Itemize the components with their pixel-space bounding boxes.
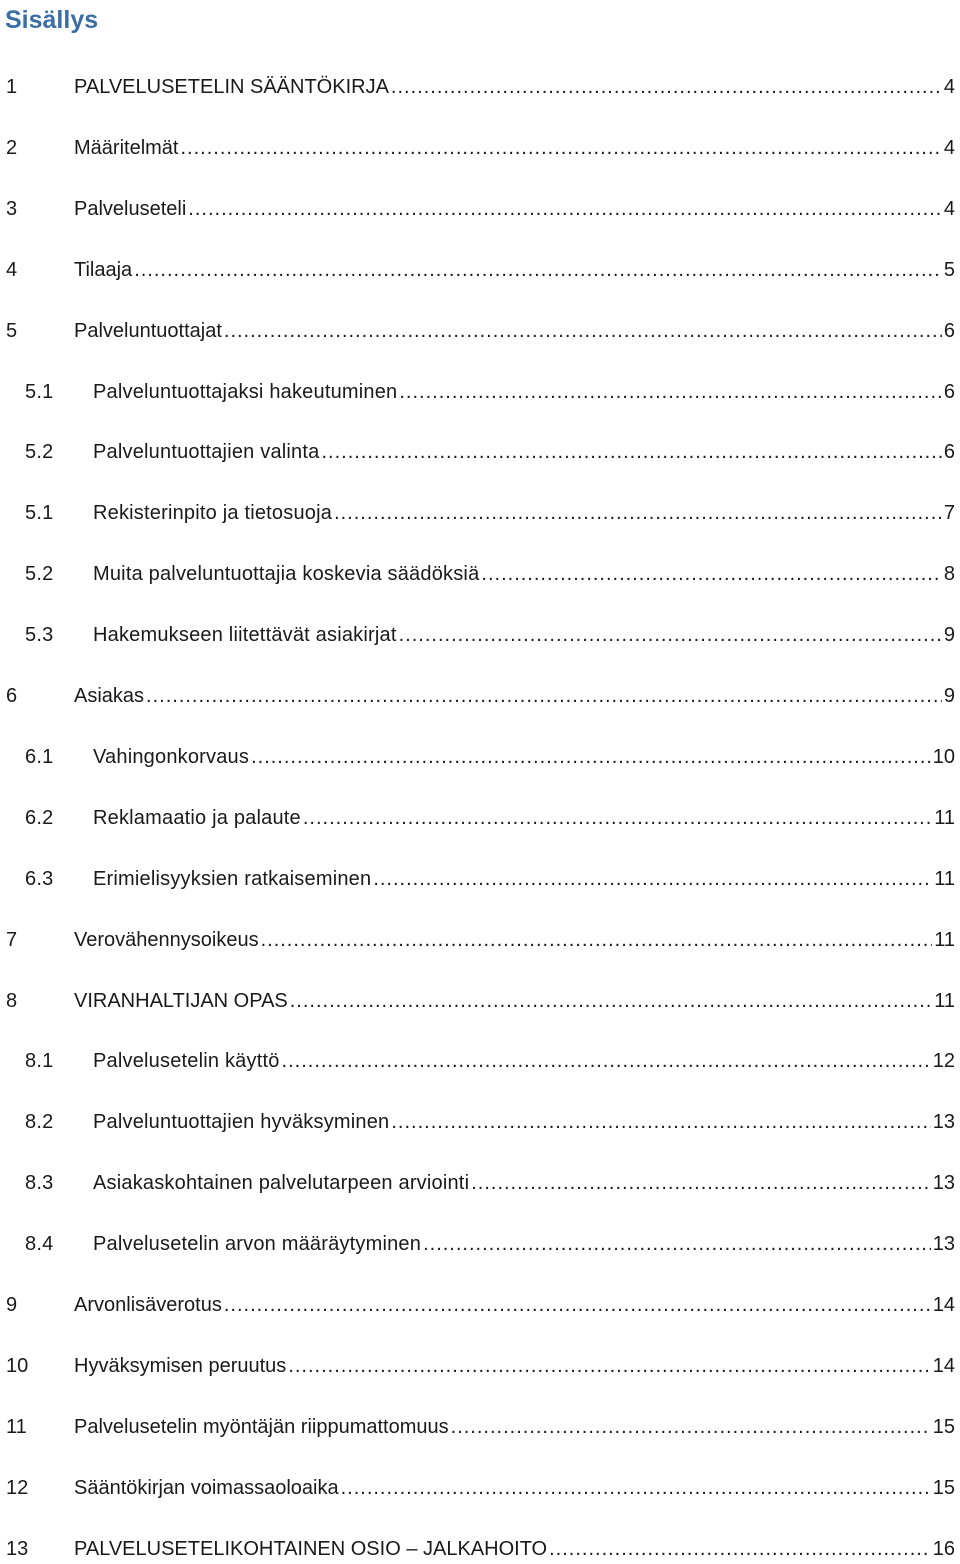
toc-entry-page-number: 8	[943, 563, 955, 586]
toc-entry-page-number: 13	[932, 1172, 955, 1195]
toc-dot-leader	[373, 864, 932, 894]
toc-entry-number: 5	[6, 319, 18, 342]
toc-dot-leader	[224, 316, 942, 346]
toc-entry-number: 9	[6, 1294, 18, 1316]
toc-entry-number: 6.3	[25, 867, 54, 890]
toc-dot-leader	[341, 1473, 931, 1503]
toc-entry-number: 6	[6, 685, 18, 707]
toc-entry-title: VIRANHALTIJAN OPAS	[74, 989, 288, 1012]
toc-entry-title: Hakemukseen liitettävät asiakirjat	[93, 624, 397, 647]
toc-entry-title: Arvonlisäverotus	[74, 1294, 222, 1316]
toc-entry-number: 10	[6, 1354, 29, 1377]
toc-entry-number: 6.2	[25, 806, 54, 829]
toc-entry-number: 2	[6, 136, 18, 159]
toc-entry[interactable]	[0, 133, 955, 163]
toc-entry-title: Palvelusetelin arvon määräytyminen	[93, 1233, 422, 1256]
toc-entry-title: Vahingonkorvaus	[93, 745, 250, 768]
toc-entry-page-number: 11	[934, 928, 955, 951]
toc-entry-page-number: 4	[943, 136, 955, 159]
toc-dot-leader	[321, 437, 941, 467]
toc-entry[interactable]	[0, 255, 955, 285]
toc-dot-leader	[282, 1046, 931, 1076]
toc-entry-number: 5.3	[25, 624, 54, 647]
toc-dot-leader	[334, 498, 942, 528]
toc-entry-page-number: 7	[943, 502, 955, 525]
toc-entry[interactable]	[0, 1534, 955, 1564]
toc-entry[interactable]	[0, 1046, 955, 1076]
toc-entry-number: 4	[6, 258, 18, 281]
toc-entry-title: Hyväksymisen peruutus	[74, 1354, 287, 1377]
toc-entry-title: Tilaaja	[74, 258, 133, 281]
toc-entry-title: Verovähennysoikeus	[74, 928, 259, 951]
toc-entry-number: 8.1	[25, 1050, 54, 1073]
toc-entry-page-number: 11	[934, 806, 955, 829]
toc-entry-title: Palveluntuottajaksi hakeutuminen	[93, 380, 398, 403]
toc-entry-title: PALVELUSETELIKOHTAINEN OSIO – JALKAHOITO	[74, 1537, 548, 1560]
toc-entry-page-number: 6	[943, 319, 955, 342]
toc-dot-leader	[134, 255, 942, 285]
toc-entry-number: 8.3	[25, 1172, 54, 1195]
toc-dot-leader	[251, 742, 931, 772]
toc-entry-number: 3	[6, 197, 18, 220]
toc-entry[interactable]	[0, 986, 955, 1016]
toc-entry[interactable]	[0, 72, 955, 102]
toc-entry-page-number: 4	[943, 76, 955, 98]
toc-entry[interactable]	[0, 1168, 955, 1198]
toc-entry-number: 13	[6, 1537, 29, 1560]
toc-entry-page-number: 9	[943, 624, 955, 647]
toc-entry[interactable]	[0, 1107, 955, 1137]
toc-entry-title: Sääntökirjan voimassaoloaika	[74, 1476, 339, 1499]
toc-entry-title: Määritelmät	[74, 136, 179, 159]
toc-entry[interactable]	[0, 559, 955, 589]
toc-entry-number: 5.1	[25, 380, 54, 403]
toc-entry-title: Erimielisyyksien ratkaiseminen	[93, 867, 372, 890]
toc-dot-leader	[146, 681, 942, 711]
toc-entry-page-number: 15	[932, 1415, 955, 1438]
toc-dot-leader	[451, 1412, 931, 1442]
toc-entry-number: 5.1	[25, 502, 54, 525]
toc-entry[interactable]	[0, 1229, 955, 1259]
toc-entry-page-number: 13	[932, 1233, 955, 1256]
toc-entry-title: Palvelusetelin käyttö	[93, 1050, 280, 1073]
toc-entry[interactable]	[0, 1412, 955, 1442]
toc-dot-leader	[290, 986, 932, 1016]
toc-entry-title: Palveluntuottajien valinta	[93, 441, 320, 464]
toc-entry-title: Palveluseteli	[74, 197, 187, 220]
toc-entry[interactable]	[0, 1290, 955, 1320]
toc-dot-leader	[423, 1229, 931, 1259]
toc-entry-title: Reklamaatio ja palaute	[93, 806, 301, 829]
toc-entry-page-number: 16	[932, 1537, 955, 1560]
toc-dot-leader	[399, 377, 942, 407]
toc-entry-title: Palvelusetelin myöntäjän riippumattomuus	[74, 1415, 449, 1438]
toc-entry-number: 11	[6, 1415, 27, 1438]
toc-entry-page-number: 5	[943, 258, 955, 281]
toc-entry-page-number: 9	[943, 685, 955, 707]
toc-entry[interactable]	[0, 377, 955, 407]
toc-dot-leader	[481, 559, 941, 589]
toc-entry-page-number: 6	[943, 380, 955, 403]
toc-dot-leader	[188, 194, 942, 224]
toc-dot-leader	[391, 72, 942, 102]
toc-entry-page-number: 11	[934, 989, 955, 1012]
toc-dot-leader	[549, 1534, 931, 1564]
toc-entry-title: Palveluntuottajat	[74, 319, 222, 342]
toc-entry[interactable]	[0, 498, 955, 528]
toc-entry-number: 1	[6, 76, 18, 98]
toc-dot-leader	[471, 1168, 931, 1198]
toc-entry[interactable]	[0, 1351, 955, 1381]
toc-dot-leader	[180, 133, 941, 163]
toc-entry-page-number: 6	[943, 441, 955, 464]
toc-entry-title: Muita palveluntuottajia koskevia säädöksiä	[93, 563, 480, 586]
toc-entry-number: 7	[6, 928, 18, 951]
toc-entry-number: 8	[6, 989, 18, 1012]
toc-heading: Sisällys	[5, 6, 99, 34]
toc-entry[interactable]	[0, 194, 955, 224]
toc-dot-leader	[303, 803, 932, 833]
toc-dot-leader	[391, 1107, 930, 1137]
toc-entry-title: Asiakas	[74, 685, 145, 707]
toc-entry[interactable]	[0, 864, 955, 894]
toc-entry-title: PALVELUSETELIN SÄÄNTÖKIRJA	[74, 76, 389, 98]
toc-entry-page-number: 14	[932, 1294, 955, 1316]
toc-dot-leader	[399, 620, 942, 650]
toc-entry[interactable]	[0, 803, 955, 833]
toc-dot-leader	[288, 1351, 930, 1381]
toc-entry-page-number: 13	[932, 1111, 955, 1134]
toc-dot-leader	[261, 925, 933, 955]
toc-entry-number: 5.2	[25, 441, 54, 464]
toc-entry-page-number: 14	[932, 1354, 955, 1377]
toc-entry[interactable]	[0, 316, 955, 346]
toc-entry-number: 5.2	[25, 563, 54, 586]
toc-entry-number: 12	[6, 1476, 29, 1499]
toc-entry-title: Asiakaskohtainen palvelutarpeen arviointi	[93, 1172, 470, 1195]
toc-entry-page-number: 11	[934, 867, 955, 890]
toc-entry[interactable]	[0, 742, 955, 772]
toc-entry-number: 8.4	[25, 1233, 54, 1256]
toc-entry[interactable]	[0, 1473, 955, 1503]
toc-entry[interactable]	[0, 620, 955, 650]
toc-dot-leader	[224, 1290, 931, 1320]
toc-entry-number: 6.1	[25, 745, 54, 768]
toc-entry-page-number: 15	[932, 1476, 955, 1499]
toc-entry[interactable]	[0, 681, 955, 711]
toc-entry-page-number: 12	[932, 1050, 955, 1073]
toc-entry-title: Palveluntuottajien hyväksyminen	[93, 1111, 390, 1134]
toc-entry-number: 8.2	[25, 1111, 54, 1134]
toc-entry-page-number: 4	[943, 197, 955, 220]
toc-entry-page-number: 10	[932, 745, 955, 768]
toc-entry[interactable]	[0, 925, 955, 955]
toc-entry[interactable]	[0, 437, 955, 467]
toc-entry-title: Rekisterinpito ja tietosuoja	[93, 502, 333, 525]
